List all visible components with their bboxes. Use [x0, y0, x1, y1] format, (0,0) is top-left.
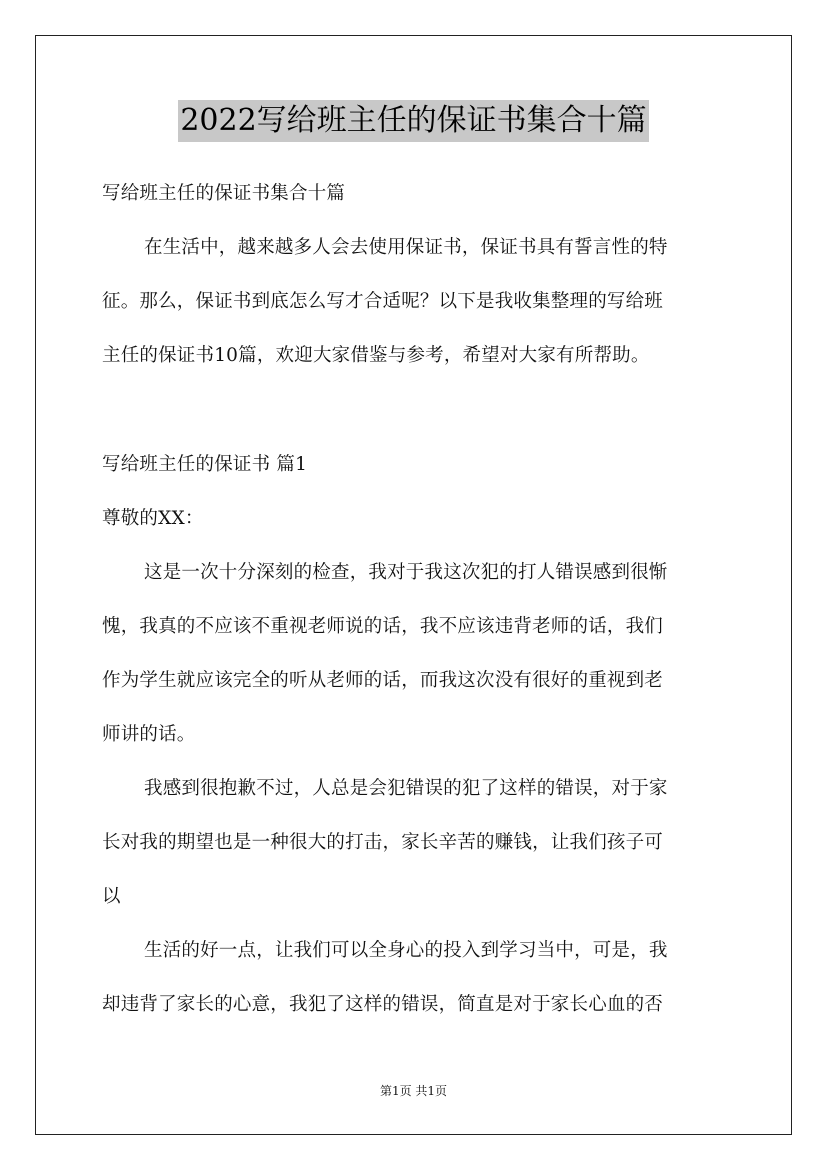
section-heading: 写给班主任的保证书 篇1: [102, 454, 308, 475]
paragraph-line: 我感到很抱歉不过，人总是会犯错误的犯了这样的错误，对于家: [144, 778, 668, 799]
paragraph-line: 生活的好一点，让我们可以全身心的投入到学习当中，可是，我: [144, 940, 668, 961]
page-footer: 第1页 共1页: [379, 1084, 448, 1098]
paragraph-line: 以: [102, 886, 121, 907]
paragraph-line: 长对我的期望也是一种很大的打击，家长辛苦的赚钱，让我们孩子可: [102, 832, 664, 853]
paragraph-line: 征。那么，保证书到底怎么写才合适呢？以下是我收集整理的写给班: [102, 291, 664, 312]
title-container: [0, 100, 827, 142]
paragraph-line: 愧，我真的不应该不重视老师说的话，我不应该违背老师的话，我们: [102, 616, 664, 637]
subtitle-line: 写给班主任的保证书集合十篇: [102, 183, 346, 204]
paragraph-line: 却违背了家长的心意，我犯了这样的错误，简直是对于家长心血的否: [102, 994, 664, 1015]
salutation-line: 尊敬的XX：: [102, 508, 204, 529]
paragraph-line: 这是一次十分深刻的检查，我对于我这次犯的打人错误感到很惭: [144, 562, 668, 583]
paragraph-line: 主任的保证书10篇，欢迎大家借鉴与参考，希望对大家有所帮助。: [102, 345, 650, 366]
paragraph-line: 作为学生就应该完全的听从老师的话，而我这次没有很好的重视到老: [102, 670, 664, 691]
paragraph-line: 在生活中，越来越多人会去使用保证书，保证书具有誓言性的特: [144, 237, 668, 258]
document-title: 2022写给班主任的保证书集合十篇: [178, 100, 648, 142]
paragraph-line: 师讲的话。: [102, 724, 196, 745]
